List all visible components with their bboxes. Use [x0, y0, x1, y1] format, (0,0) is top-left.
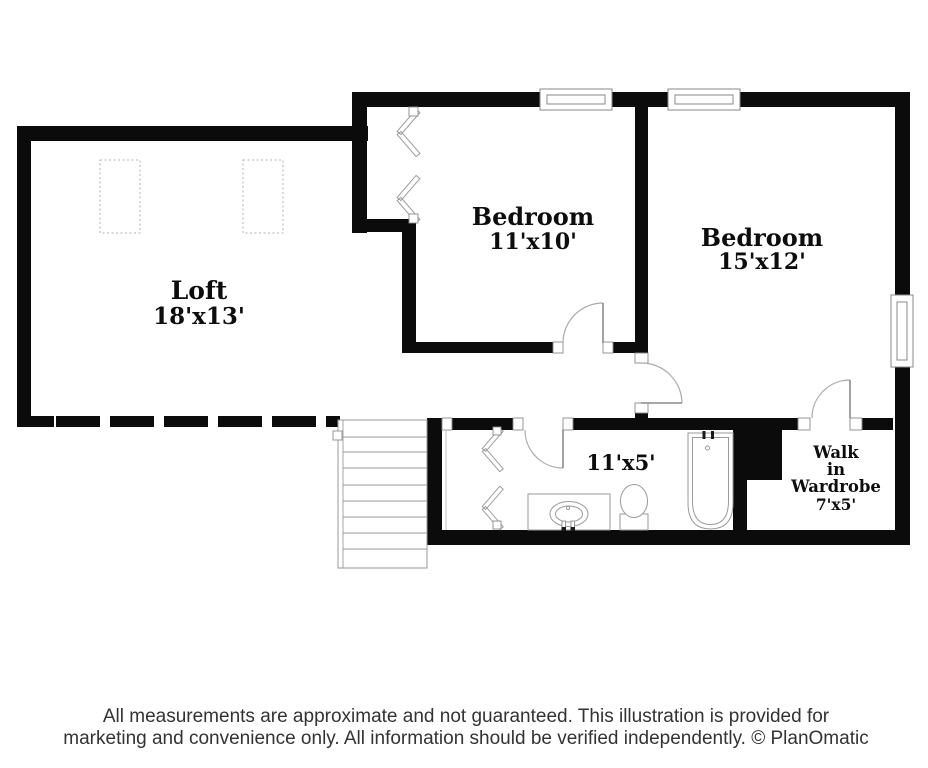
wall-bedroom-small-bottom-left — [402, 342, 553, 353]
disclaimer-line2: marketing and convenience only. All information should be verified independently. © PlanOmatic — [63, 728, 869, 749]
door-jamb — [553, 342, 563, 353]
door-jamb — [798, 418, 810, 430]
door-jamb — [513, 418, 523, 430]
skylight — [243, 160, 283, 233]
wall-bedroom-divider — [635, 107, 648, 353]
door-bedroom-large — [641, 363, 682, 403]
wall-loft-knee-solid — [17, 416, 54, 427]
skylights — [100, 160, 283, 233]
toilet — [620, 485, 648, 531]
wall-loft-top — [17, 126, 368, 141]
bedroom-large-label: Bedroom — [700, 223, 824, 252]
wall-bedroom-small-left — [352, 92, 367, 233]
walls — [17, 92, 910, 545]
sink-vanity — [528, 494, 610, 531]
wall-bottom — [427, 530, 910, 545]
stair-newel — [333, 431, 342, 440]
bathtub — [688, 431, 733, 529]
wall-chimney-stub — [733, 480, 747, 530]
window-right-wall — [891, 295, 913, 367]
chevron-marker — [397, 109, 420, 156]
door-jamb — [635, 403, 648, 413]
bedroom-large-dims: 15'x12' — [718, 249, 806, 275]
wall-bathroom-top-c — [862, 418, 893, 430]
door-jambs — [442, 342, 862, 430]
door-jamb — [635, 353, 648, 363]
door-bathroom — [525, 430, 563, 468]
wall-hallway-left — [402, 219, 416, 353]
window-top-left — [540, 89, 612, 110]
door-bedroom-small — [563, 303, 603, 343]
wardrobe-label-line2: in — [826, 460, 846, 479]
wall-top — [352, 92, 910, 107]
bathroom-dims: 11'x5' — [586, 450, 656, 475]
wall-loft-left — [17, 126, 31, 427]
wardrobe-dims: 7'x5' — [815, 495, 857, 514]
door-jamb — [442, 418, 452, 430]
door-jamb — [563, 418, 573, 430]
bedroom-small-dims: 11'x10' — [489, 229, 577, 255]
wall-chimney-mass — [733, 418, 782, 480]
staircase — [333, 420, 427, 568]
wall-bathroom-top-a — [452, 418, 513, 430]
bedroom-small-label: Bedroom — [471, 202, 595, 231]
skylight — [100, 160, 140, 233]
loft-label: Loft — [170, 276, 228, 305]
door-jamb — [850, 418, 862, 430]
door-wardrobe — [812, 380, 850, 418]
wardrobe-label-line1: Walk — [813, 443, 859, 462]
disclaimer-line1: All measurements are approximate and not guaranteed. This illustration is provided for — [102, 706, 830, 727]
wall-bathroom-left — [427, 418, 442, 530]
loft-dims: 18'x13' — [153, 303, 245, 330]
door-jamb — [603, 342, 613, 353]
wardrobe-label-line3: Wardrobe — [791, 477, 881, 496]
window-top-right — [668, 89, 740, 110]
disclaimer — [63, 706, 868, 749]
